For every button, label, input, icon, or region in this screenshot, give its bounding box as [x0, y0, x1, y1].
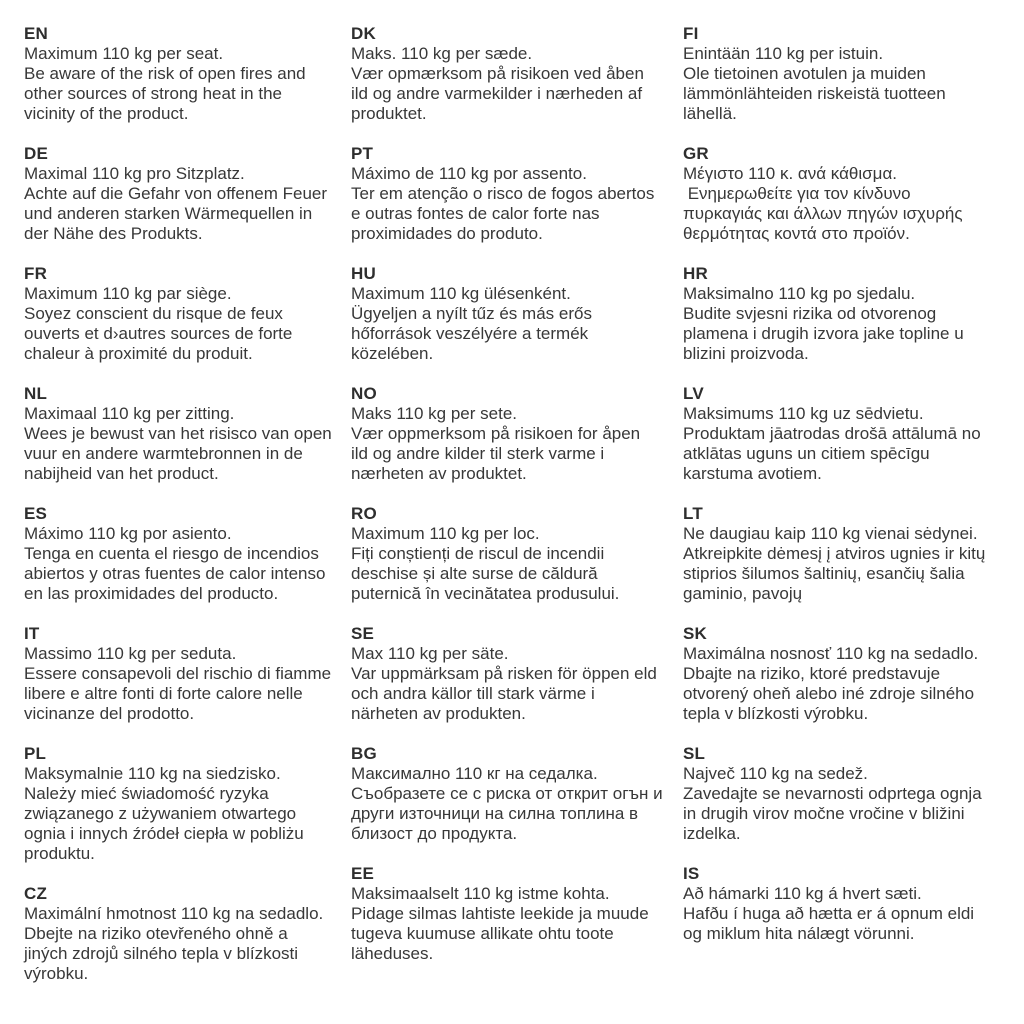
- instruction-text-line: Dbejte na riziko otevřeného ohně a: [24, 924, 288, 943]
- instruction-text-line: puternică în vecinătatea produsului.: [351, 584, 620, 603]
- instruction-text-line: nærheten av produktet.: [351, 464, 527, 483]
- language-code-label: FI: [683, 24, 699, 43]
- lang-block-lt: [683, 504, 1024, 604]
- instruction-text-line: der Nähe des Produkts.: [24, 224, 203, 243]
- language-code-label: PT: [351, 144, 374, 163]
- instruction-text-line: gaminio, pavojų: [683, 584, 803, 603]
- lang-block-ro: [351, 504, 683, 604]
- instruction-text-line: produktet.: [351, 104, 427, 123]
- lang-block-hr: [683, 264, 1024, 364]
- instruction-text-line: Vær opmærksom på risikoen ved åben: [351, 64, 644, 83]
- instruction-text-line: Máximo de 110 kg por assento.: [351, 164, 587, 183]
- instruction-text-line: und anderen starken Wärmequellen in: [24, 204, 313, 223]
- instruction-text-line: Var uppmärksam på risken för öppen eld: [351, 664, 657, 683]
- column-1: [24, 24, 351, 1004]
- language-code-label: LV: [683, 384, 704, 403]
- instruction-text-line: Wees je bewust van het risisco van open: [24, 424, 332, 443]
- lang-block-bg: [351, 744, 683, 844]
- instruction-text-line: tepla v blízkosti výrobku.: [683, 704, 869, 723]
- language-code-label: IT: [24, 624, 40, 643]
- instruction-text-line: Maksimaalselt 110 kg istme kohta.: [351, 884, 610, 903]
- instruction-text-line: Maks. 110 kg per sæde.: [351, 44, 533, 63]
- instruction-text-line: közelében.: [351, 344, 434, 363]
- instruction-text-line: atklātas uguns un citiem spēcīgu: [683, 444, 930, 463]
- instruction-text-line: výrobku.: [24, 964, 89, 983]
- lang-block-pt: [351, 144, 683, 244]
- instruction-text-line: πυρκαγιάς και άλλων πηγών ισχυρής: [683, 204, 963, 223]
- lang-block-en: [24, 24, 351, 124]
- instruction-text-line: Dbajte na riziko, ktoré predstavuje: [683, 664, 941, 683]
- lang-block-lv: [683, 384, 1024, 484]
- instruction-text-line: близост до продукта.: [351, 824, 518, 843]
- instruction-text-line: e outras fontes de calor forte nas: [351, 204, 600, 223]
- lang-block-gr: [683, 144, 1024, 244]
- instruction-text-line: Maximum 110 kg par siège.: [24, 284, 232, 303]
- instruction-text-line: vicinity of the product.: [24, 104, 189, 123]
- instruction-text-line: Μέγιστο 110 κ. ανά κάθισμα.: [683, 164, 898, 183]
- instruction-text-line: lähellä.: [683, 104, 737, 123]
- instruction-text-line: stiprios šilumos šaltinių, esančių šalia: [683, 564, 965, 583]
- instruction-text-line: Ter em atenção o risco de fogos abertos: [351, 184, 655, 203]
- instruction-text-line: Maximaal 110 kg per zitting.: [24, 404, 235, 423]
- lang-block-dk: [351, 24, 683, 124]
- instruction-text-line: Enintään 110 kg per istuin.: [683, 44, 884, 63]
- instruction-text-line: blizini proizvoda.: [683, 344, 809, 363]
- instruction-text-line: in drugih virov močne vročine v bližini: [683, 804, 965, 823]
- language-code-label: BG: [351, 744, 377, 763]
- instruction-text-line: Soyez conscient du risque de feux: [24, 304, 283, 323]
- instruction-text-line: Máximo 110 kg por asiento.: [24, 524, 232, 543]
- instruction-text-line: deschise și alte surse de căldură: [351, 564, 598, 583]
- language-code-label: HR: [683, 264, 708, 283]
- instruction-text-line: Максимално 110 кг на седалка.: [351, 764, 598, 783]
- lang-block-se: [351, 624, 683, 724]
- instruction-text-line: en las proximidades del producto.: [24, 584, 279, 603]
- instruction-text-line: Essere consapevoli del rischio di fiamme: [24, 664, 332, 683]
- language-code-label: NO: [351, 384, 377, 403]
- lang-block-de: [24, 144, 351, 244]
- instruction-text-line: związanego z używaniem otwartego: [24, 804, 297, 823]
- language-code-label: NL: [24, 384, 48, 403]
- instruction-text-line: Massimo 110 kg per seduta.: [24, 644, 237, 663]
- language-code-label: SL: [683, 744, 706, 763]
- instruction-text-line: läheduses.: [351, 944, 434, 963]
- instruction-text-line: abiertos y otras fuentes de calor intenso: [24, 564, 326, 583]
- instruction-text-line: jiných zdrojů silného tepla v blízkosti: [24, 944, 299, 963]
- language-code-label: EN: [24, 24, 49, 43]
- instruction-text-line: proximidades do produto.: [351, 224, 543, 243]
- instruction-text-line: ild og andre varmekilder i nærheden af: [351, 84, 643, 103]
- instruction-text-line: Maksimalno 110 kg po sjedalu.: [683, 284, 916, 303]
- language-code-label: ES: [24, 504, 48, 523]
- instruction-text-line: други източници на силна топлина в: [351, 804, 639, 823]
- instruction-text-line: θερμότητας κοντά στο προϊόν.: [683, 224, 910, 243]
- instruction-text-line: hőforrások veszélyére a termék: [351, 324, 589, 343]
- language-code-label: SE: [351, 624, 375, 643]
- lang-block-is: [683, 864, 1024, 944]
- instruction-text-line: Ole tietoinen avotulen ja muiden: [683, 64, 926, 83]
- instruction-text-line: Maximum 110 kg ülésenként.: [351, 284, 571, 303]
- instruction-text-line: karstuma avotiem.: [683, 464, 822, 483]
- lang-block-nl: [24, 384, 351, 484]
- column-2: [351, 24, 683, 984]
- lang-block-hu: [351, 264, 683, 364]
- language-code-label: DK: [351, 24, 376, 43]
- instruction-text-line: Maksimums 110 kg uz sēdvietu.: [683, 404, 924, 423]
- language-code-label: LT: [683, 504, 703, 523]
- instruction-text-line: vuur en andere warmtebronnen in de: [24, 444, 303, 463]
- instruction-text-line: närheten av produkten.: [351, 704, 526, 723]
- language-code-label: CZ: [24, 884, 48, 903]
- instruction-text-line: Tenga en cuenta el riesgo de incendios: [24, 544, 319, 563]
- lang-block-ee: [351, 864, 683, 964]
- language-code-label: GR: [683, 144, 709, 163]
- instruction-text-line: Maks 110 kg per sete.: [351, 404, 517, 423]
- lang-block-es: [24, 504, 351, 604]
- instruction-text-line: libere e altre fonti di forte calore nelle: [24, 684, 303, 703]
- instruction-text-line: Zavedajte se nevarnosti odprtega ognja: [683, 784, 982, 803]
- lang-block-pl: [24, 744, 351, 864]
- instruction-text-line: produktu.: [24, 844, 95, 863]
- instruction-text-line: Maximal 110 kg pro Sitzplatz.: [24, 164, 245, 183]
- instruction-text-line: Maximální hmotnost 110 kg na sedadlo.: [24, 904, 324, 923]
- instruction-text-line: Съобразете се с риска от открит огън и: [351, 784, 663, 803]
- language-code-label: DE: [24, 144, 49, 163]
- instruction-text-line: nabijheid van het product.: [24, 464, 219, 483]
- instruction-text-line: tugeva kuumuse allikate ohtu toote: [351, 924, 614, 943]
- lang-block-sl: [683, 744, 1024, 844]
- instruction-text-line: Maksymalnie 110 kg na siedzisko.: [24, 764, 281, 783]
- instruction-text-line: Ενημερωθείτε για τον κίνδυνο: [683, 184, 911, 203]
- language-code-label: SK: [683, 624, 708, 643]
- language-code-label: PL: [24, 744, 47, 763]
- instruction-text-line: Należy mieć świadomość ryzyka: [24, 784, 269, 803]
- instruction-text-line: Atkreipkite dėmesį į atviros ugnies ir kitų: [683, 544, 986, 563]
- instruction-text-line: Að hámarki 110 kg á hvert sæti.: [683, 884, 922, 903]
- instruction-text-line: chaleur à proximité du produit.: [24, 344, 253, 363]
- lang-block-no: [351, 384, 683, 484]
- instruction-text-line: Maximálna nosnosť 110 kg na sedadlo.: [683, 644, 979, 663]
- instruction-text-line: Vær oppmerksom på risikoen for åpen: [351, 424, 641, 443]
- instruction-text-line: ognia i innych źródeł ciepła w pobliżu: [24, 824, 304, 843]
- lang-block-fi: [683, 24, 1024, 124]
- instruction-text-line: vicinanze del prodotto.: [24, 704, 195, 723]
- instruction-text-line: Produktam jāatrodas drošā attālumā no: [683, 424, 981, 443]
- instruction-text-line: och andra källor till stark värme i: [351, 684, 595, 703]
- instruction-text-line: izdelka.: [683, 824, 741, 843]
- instruction-text-line: lämmönlähteiden riskeistä tuotteen: [683, 84, 946, 103]
- language-code-label: FR: [24, 264, 48, 283]
- instruction-text-line: Budite svjesni rizika od otvorenog: [683, 304, 937, 323]
- lang-block-cz: [24, 884, 351, 984]
- instruction-text-line: Fiți conștienți de riscul de incendii: [351, 544, 605, 563]
- instruction-text-line: ouverts et d›autres sources de forte: [24, 324, 293, 343]
- instruction-text-line: Be aware of the risk of open fires and: [24, 64, 306, 83]
- instruction-text-line: Hafðu í huga að hætta er á opnum eldi: [683, 904, 975, 923]
- language-code-label: EE: [351, 864, 375, 883]
- instruction-text-line: other sources of strong heat in the: [24, 84, 282, 103]
- instruction-text-line: Pidage silmas lahtiste leekide ja muude: [351, 904, 649, 923]
- instruction-text-line: Max 110 kg per säte.: [351, 644, 509, 663]
- instruction-text-line: otvorený oheň alebo iné zdroje silného: [683, 684, 975, 703]
- instruction-text-line: plamena i drugih izvora jake topline u: [683, 324, 964, 343]
- instruction-text-line: og miklum hita nálægt vörunni.: [683, 924, 915, 943]
- instruction-text-line: Maximum 110 kg per loc.: [351, 524, 540, 543]
- lang-block-sk: [683, 624, 1024, 724]
- instruction-text-line: Achte auf die Gefahr von offenem Feuer: [24, 184, 328, 203]
- language-code-label: RO: [351, 504, 377, 523]
- instruction-text-line: Največ 110 kg na sedež.: [683, 764, 868, 783]
- instruction-text-line: Ügyeljen a nyílt tűz és más erős: [351, 304, 592, 323]
- instruction-text-line: Ne daugiau kaip 110 kg vienai sėdynei.: [683, 524, 978, 543]
- lang-block-it: [24, 624, 351, 724]
- language-code-label: IS: [683, 864, 700, 883]
- language-code-label: HU: [351, 264, 376, 283]
- column-3: [683, 24, 1024, 964]
- instruction-text-line: ild og andre kilder til sterk varme i: [351, 444, 605, 463]
- instruction-text-line: Maximum 110 kg per seat.: [24, 44, 224, 63]
- lang-block-fr: [24, 264, 351, 364]
